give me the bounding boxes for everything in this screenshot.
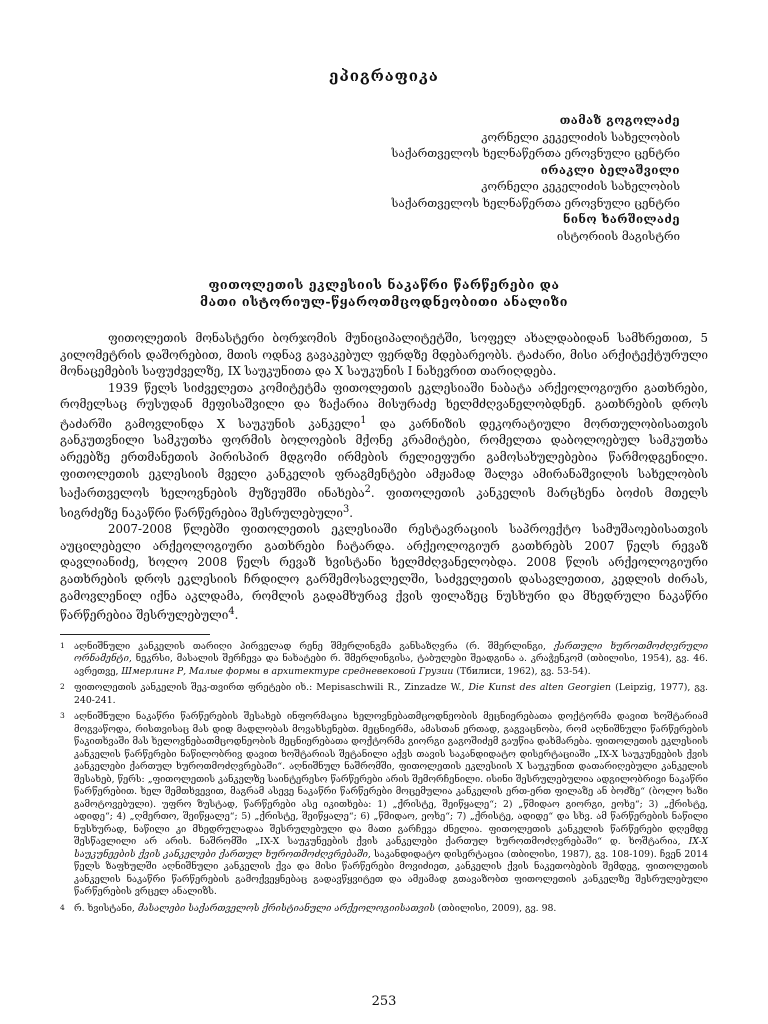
footnote-italic: Шмерлинг Р, Малые формы в архитектуре средневековой Грузии bbox=[121, 665, 454, 677]
section-title: ეპიგრაფიკა bbox=[329, 67, 439, 85]
footnotes bbox=[60, 641, 708, 916]
footnote-number: 3 bbox=[60, 711, 65, 721]
body-text-span: . bbox=[349, 505, 354, 520]
author-affiliation: კორნელი კეკელიძის სახელობის bbox=[481, 129, 680, 144]
author-name: თამაზ გოგოლაძე bbox=[559, 113, 680, 127]
author-name: ნინო ხარშილაძე bbox=[562, 212, 680, 226]
footnote-text: რ. ხვისტანი, bbox=[74, 902, 138, 914]
footnote-text: , ნეკრსი, მასალის შერჩევა და ნახატები რ. შმერლინგისა, ტაბულები შეადგინა ა. კრაჭენკომ (თბილისი, 1954), გვ. 46. ავრეთვე, bbox=[74, 653, 708, 677]
article-title-line: ფითოლეთის ეკლესიის ნაკაწრი წარწერები და bbox=[208, 277, 560, 292]
footnote-text: აღნიშნული კანკელის თარიღი პირველად რენე შმერლინგმა განსაზღვრა (რ. შმერლინგი, bbox=[74, 640, 554, 652]
body-paragraph bbox=[60, 380, 708, 522]
body-paragraph bbox=[60, 521, 708, 623]
footnote-italic: Die Kunst des alten Georgien bbox=[468, 682, 612, 694]
footnote-text: (Тбилиси, 1962), გვ. 53-54). bbox=[453, 665, 591, 677]
footnote-text: აღნიშნული ნაკაწრი წარწერების შესახებ ინფორმაცია ხელოვნებათმცოდნეობის მეცნიერებათა დოქტორმა დავით ხოშტარიამ მოგვაწოდა, რისთვისაც მას დიდ მადლობას მოვახსენებთ. მეცნიერმა, ამასთან ერთად, გაგვაცნობა, რომ აღნიშნული წარწერების წაკითხვაში მას ხელოვნებათმცოდნეობის მეცნიერებათა დოქტორმა გიორგი გაგოშიძემ გაუწია დახმარება. ფითოლეთის ეკლესიის კანკელის წარწერები ნაწილობრივ დავით ხოშტარიას შეტანილი აქვს თავის საკანდიდატო დისერტაციაში „IX-X საუკუნეების ქვის კანკელები ქართულ ხუროთმოძღვრებაში“. აღნიშნულ ნაშრომში, ფითოლეთის ეკლესიის X საუკუნით დათარიღებული კანკელის შესახებ, წერს: „ფითოლეთის კანკელზე საინტერესო წარწერები არის შემორჩენილი. ისინი შესრულებულია ადგილობრივი ნაკაწრი წარწერებით. ხელ შემთხვევით, მაგრამ ასევე ნაკაწრი წარწერები მოცემულია კანკელის ერთ-ერთ ფილაზე ან ბოძზე“ (ბოლო ხაზი გამოტოვებული). უფრო ზუსტად, წარწერები ასე იკითხება: 1) „ქრისტე, შეიწყალე“; 2) „წმიდაო გიორგი, ეოხე“; 3) „ქრისტე, ადიდე“; 4) „ღმერთო, შეიწყალე“; 5) „ქრისტე, შეიწყალე“; 6) „წმიდაო, ეოხე“; 7) „ქრისტე, ადიდე“ და სხვ. ამ წარწერების ნაწილი ნუსხურად, ნაწილი კი მხედრულადაა შესრულებული და მათი გარჩევა ძნელია. ფითოლეთის კანკელის წარწერები დღემდე შესწავლილი არ არის. ნაშრომში „IX-X საუკუნეების ქვის კანკელები ქართულ ხუროთმოძღვრებაში“ დ. ხოშტარია, bbox=[74, 711, 708, 848]
footnote-ref[interactable]: 3 bbox=[343, 503, 350, 515]
page-number: 253 bbox=[371, 994, 397, 1009]
footnote-ref[interactable]: 4 bbox=[228, 606, 235, 618]
footnote-number: 2 bbox=[60, 682, 65, 692]
footnote bbox=[60, 682, 708, 707]
footnote-number: 4 bbox=[60, 902, 65, 912]
footnote bbox=[60, 711, 708, 899]
author-affiliation: საქართველოს ხელნაწერთა ეროვნული ცენტრი bbox=[391, 146, 680, 160]
footnote-number: 1 bbox=[60, 640, 65, 650]
footnote bbox=[60, 903, 708, 916]
footnote bbox=[60, 641, 708, 679]
body-text-span: . bbox=[234, 608, 239, 623]
author-block bbox=[60, 112, 680, 244]
footnote-text: , საკანდიდატო დისერტაცია (თბილისი, 1987), გვ. 108-109). ჩვენ 2014 წელს ზაფხულში აღნიშნული კანკელის ქვა და მისი წარწერები მოვიძიეთ, კანკელის ქვის ნაკეთობების შემდეგ, ფითოლეთის კანკელის ნაკაწრი წარწერების გამოქვეყნებაც გადავწყვიტეთ და ამჟამად გთავაზობთ ფითოლეთის კანკელზე შესრულებული წარწერების ვრცელ ანალიზს. bbox=[74, 848, 708, 898]
body-paragraph: ფითოლეთის მონასტერი ბორჯომის მუნიციპალიტეტში, სოფელ ახალდაბიდან სამხრეთით, 5 კილომეტრის დაშორებით, მთის ოდნავ გავაკებულ ფერდზე მდებარეობს. ტაძარი, მისი არქიტექტურული მონაცემების საფუძველზე, IX საუკუნითა და X საუკუნის I ნახევრით თარიღდება. bbox=[60, 331, 708, 379]
article-title bbox=[60, 276, 708, 310]
footnote-text: (თბილისი, 2009), გვ. 98. bbox=[434, 902, 557, 914]
footnote-text: ფითოლეთის კანკელის შეკ-თვირთ ფრეტები იხ.: Mepisaschwili R., Zinzadze W., bbox=[74, 682, 469, 694]
footnote-ref[interactable]: 2 bbox=[364, 484, 371, 496]
body-text-span: 1939 წელს სიძველეთა კომიტეტმა ფითოლეთის ეკლესიაში ნაბატა არქეოლოგიური გათხრები, რომელსაც რუსუდან მეფისაშვილი და ზაქარია მისურაძე ხელმძღვანელობდნენ. გათხრების დროს ტაძარში გამოვლინდა X საუკუნის კანკელი bbox=[60, 380, 708, 431]
body-text-span: . ფითოლეთის კანკელის მარცხენა ბოძის მთელს სიგრძეზე ნაკაწრი წარწერებია შესრულებული bbox=[60, 486, 708, 520]
article-page bbox=[60, 66, 708, 919]
body-text-span: 2007-2008 წლებში ფითოლეთის ეკლესიაში რესტავრაციის საპროექტო სამუშაოებისათვის აუცილებელი არქეოლოგიური გათხრები ჩატარდა. არქეოლოგიურ გათხრებს 2007 წელს რევაზ დავლიანიძე, ხოლო 2008 წელს რევაზ ხვისტანი ხელმძღვანელობდა. 2008 წლის არქეოლოგიური გათხრების დროს ეკლესიის ჩრდილო გარშემოსავლელში, საძველეთის დასავლეთით, კედლის ძირას, გამოვლენილ იქნა აკლდამა, რომლის გადამხურავ ქვის ფილაზეც ნუსხური და მხედრული ნაკაწრი წარწერებია შესრულებული bbox=[60, 522, 708, 623]
footnote-divider bbox=[60, 634, 210, 635]
author-affiliation: კორნელი კეკელიძის სახელობის bbox=[481, 179, 680, 193]
author-affiliation: ისტორიის მაგისტრი bbox=[556, 228, 680, 243]
author-name: ირაკლი ბელაშვილი bbox=[540, 162, 680, 177]
author-affiliation: საქართველოს ხელნაწერთა ეროვნული ცენტრი bbox=[391, 195, 680, 210]
article-body bbox=[60, 330, 708, 624]
footnote-italic: ქართული ხუროთმოძღვრული ორნამენტი bbox=[74, 640, 708, 665]
footnote-italic: მასალები საქართველოს ქრისტიანული არქეოლოგიისათვის bbox=[137, 902, 435, 914]
footnote-italic: IX-X საუკუნეების ქვის კანკელები ქართულ ხუროთმოძღვრებაში bbox=[74, 836, 708, 860]
footnote-text: (Leipzig, 1977), გვ. 240-241. bbox=[74, 682, 708, 706]
article-title-line: მათი ისტორიულ-წყაროთმცოდნეობითი ანალიზი bbox=[200, 294, 568, 309]
body-text-span: და კარნიზის დეკორატიული მორთულობისათვის განკუთვნილი სამკუთხა ფორმის ბოლოების მქონე კრამიტები, რომელთა დაბოლოებულ სამკუთხა არეებზე ერთმანეთის პირისპირ მდგომი ირმების რელიეფური გამოსახულებებია წარმოდგენილი. ფითოლეთის ეკლესიის მველი კანკელის ფრაგმენტები ამჟამად შალვა ამირანაშვილის სახელობის საქართველოს ხელოვნების მუზეუმში ინახება bbox=[60, 416, 708, 501]
footnote-ref[interactable]: 1 bbox=[360, 414, 367, 426]
